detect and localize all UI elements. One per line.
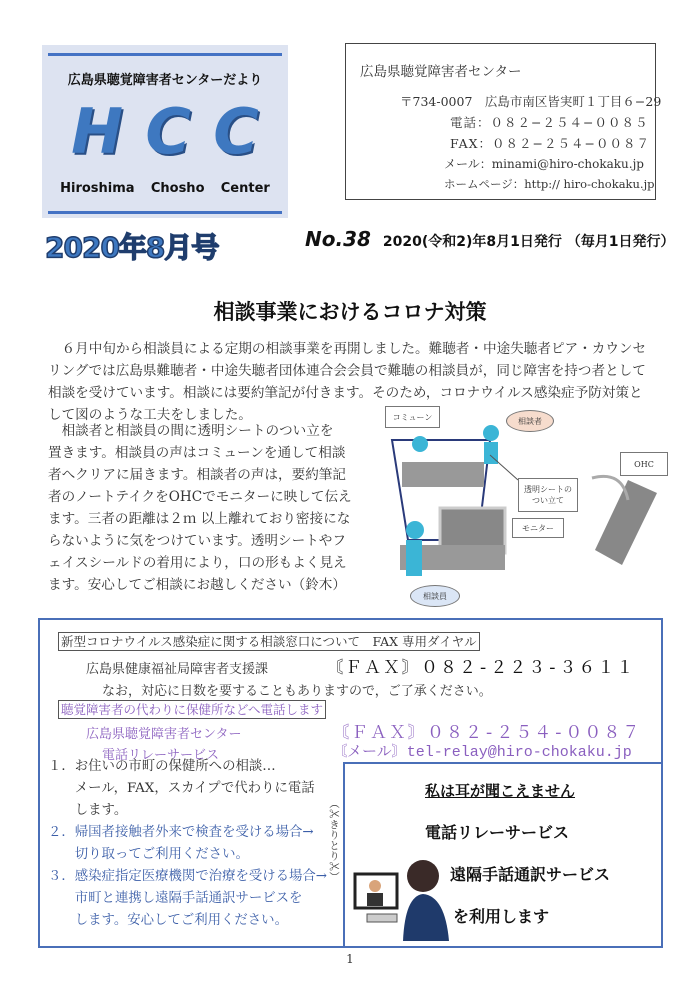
text-line: らないように気をつけています。透明シートやフ xyxy=(48,533,346,549)
fax: FAX：０８２−２５４−００８７ xyxy=(450,136,650,151)
text-line: 相談を受けています。相談には要約筆記が付きます。そのため，コロナウイルス感染症予防対策と xyxy=(48,385,643,401)
fax-number-center: 〘ＦＡＸ〙０８２-２５４-００８７ xyxy=(332,725,642,744)
address: 〒734-0007 広島市南区皆実町１丁目６−29 xyxy=(400,94,662,109)
logo-letter: C xyxy=(145,95,191,168)
fax-number-dept: 〘ＦＡＸ〙０８２-２２３-３６１１ xyxy=(326,660,636,679)
consulter-head xyxy=(483,425,499,441)
card-line-deaf: 私は耳が聞こえません xyxy=(425,782,576,800)
consultation-diagram xyxy=(360,400,670,610)
sign-language-operator-icon xyxy=(353,856,453,941)
card-line-remote: 遠隔手話通訳サービス xyxy=(450,865,611,884)
org-name: 広島県聴覚障害者センター xyxy=(360,64,522,80)
desk-back xyxy=(402,462,484,487)
label-monitor: モニター xyxy=(512,518,564,538)
label-sheet: 透明シートの つい立て xyxy=(518,478,578,512)
pointer-line xyxy=(490,455,518,480)
website-link[interactable]: ホームページ：http:// hiro-chokaku.jp xyxy=(444,177,655,191)
department-name: 広島県健康福祉局障害者支援課 xyxy=(86,662,269,677)
text-line: リングでは広島県難聴者・中途失聴者団体連合会会員で難聴の相談員が，同じ障害を持つ者として xyxy=(48,363,646,379)
text-line: ェイスシールドの着用により，口の形もよく見え xyxy=(48,555,347,571)
card-line-relay: 電話リレーサービス xyxy=(425,823,570,842)
list-item: します。安心してご利用ください。 xyxy=(48,913,288,928)
logo-letter: H xyxy=(71,95,124,168)
list-item: します。 xyxy=(48,803,128,818)
diagram-illustration xyxy=(360,400,670,610)
notice-heading-fax: 新型コロナウイルス感染症に関する相談窓口について FAX 専用ダイヤル xyxy=(58,632,480,651)
logo-letter: C xyxy=(213,95,259,168)
issue-number: No.38 xyxy=(305,227,371,251)
text-line: 者のノートテイクをOHCでモニターに映して伝え xyxy=(48,489,352,505)
phone: 電話：０８２−２５４−００８５ xyxy=(450,115,649,130)
text-line: ６月中旬から相談員による定期の相談事業を再開しました。難聴者・中途失聴者ピア・カウンセ xyxy=(48,341,647,357)
text-line: して図のような工夫をしました。 xyxy=(48,407,252,423)
text-line: 相談者と相談員の間に透明シートのつい立を xyxy=(48,423,334,439)
divider xyxy=(48,211,282,214)
text-line: ます。安心してご相談にお越しください（鈴木） xyxy=(48,577,346,593)
issue-month: 2020年8月号 xyxy=(45,231,219,264)
service-list xyxy=(48,756,327,932)
label-ohc: OHC xyxy=(620,452,668,476)
list-item: メール，FAX，スカイプで代わりに電話 xyxy=(48,781,315,796)
logo-letters xyxy=(42,95,288,168)
newsletter-logo xyxy=(42,45,288,218)
relay-service-label: 電話リレーサービス xyxy=(102,748,220,763)
center-name: 広島県聴覚障害者センター xyxy=(86,727,242,742)
text-line: 者へクリアに届きます。相談者の声は，要約筆記 xyxy=(48,467,346,483)
logo-subtitle: 広島県聴覚障害者センターだより xyxy=(67,73,263,88)
logo-words xyxy=(42,181,288,196)
list-item: ３．感染症指定医療機関で治療を受ける場合→ xyxy=(48,869,328,884)
list-item: １．お住いの市町の保健所への相談… xyxy=(48,759,276,774)
notice-note: なお，対応に日数を要することもありますので，ご了承ください。 xyxy=(102,684,492,699)
list-item: 市町と連携し遠隔手話通訳サービスを xyxy=(48,891,303,906)
issue-line xyxy=(305,227,675,251)
list-item: 切り取ってご利用ください。 xyxy=(48,847,249,862)
text-line: 置きます。相談員の声はコミューンを通して相談 xyxy=(48,445,346,461)
email-link[interactable]: メール：minami@hiro-chokaku.jp xyxy=(444,157,644,171)
cut-line-label: （✂きりとり✂） xyxy=(328,798,340,882)
counselor-body xyxy=(406,540,422,576)
contact-box xyxy=(345,43,662,200)
divider xyxy=(48,53,282,56)
label-counselor: 相談員 xyxy=(410,585,460,607)
article-title: 相談事業におけるコロナ対策 xyxy=(213,300,487,324)
label-consulter: 相談者 xyxy=(506,410,554,432)
logo-word: Chosho xyxy=(150,181,205,196)
issue-date: 2020(令和2)年8月1日発行 （毎月1日発行） xyxy=(382,234,675,250)
label-commune: コミューン xyxy=(385,406,440,428)
relay-email-link[interactable]: 〘メール〙tel-relay@hiro-chokaku.jp xyxy=(332,744,632,761)
logo-word: Hiroshima xyxy=(60,181,135,196)
article-body xyxy=(48,420,352,596)
commune-device-icon xyxy=(412,436,428,452)
text-line: ます。三者の距離は２ｍ 以上離れており密接にな xyxy=(48,511,351,527)
page-number: 1 xyxy=(346,952,354,966)
cut-out-card[interactable] xyxy=(343,762,663,948)
notice-heading-relay: 聴覚障害者の代わりに保健所などへ電話します xyxy=(58,700,326,719)
card-line-use: を利用します xyxy=(453,907,550,926)
list-item: ２．帰国者接触者外来で検査を受ける場合→ xyxy=(48,825,314,840)
logo-word: Center xyxy=(220,181,270,196)
counselor-head xyxy=(406,521,424,539)
